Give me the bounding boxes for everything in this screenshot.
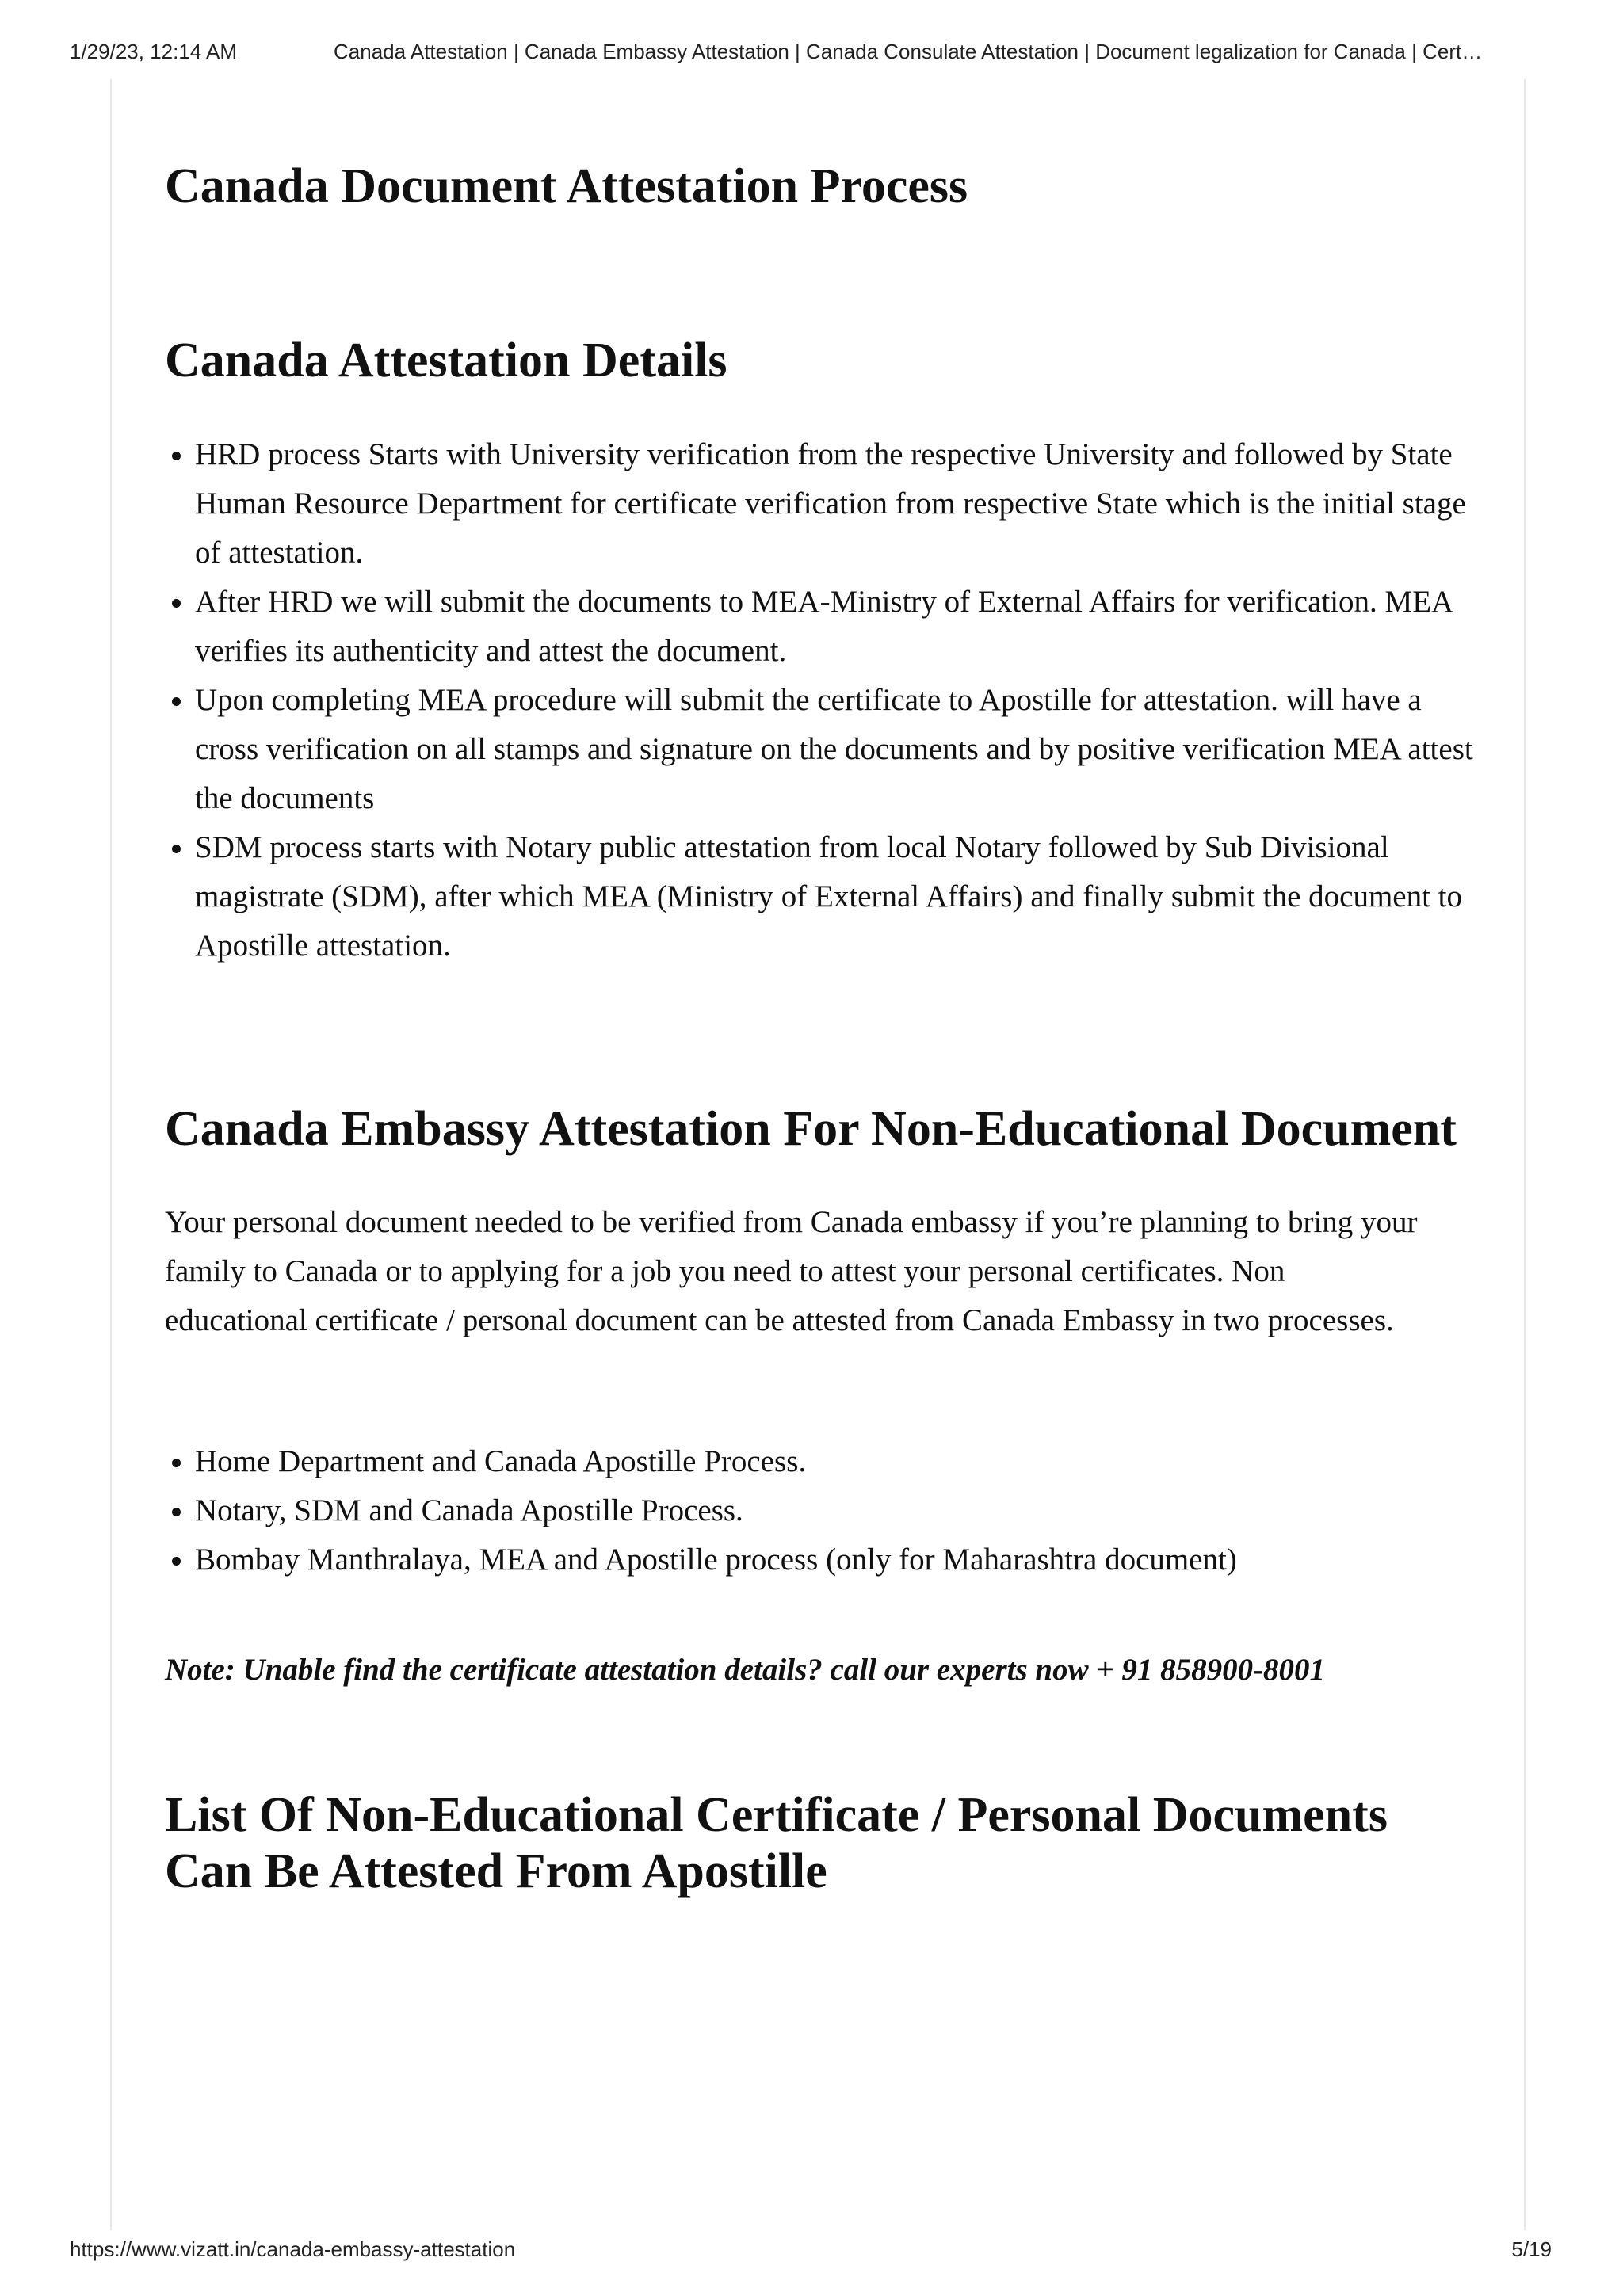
list-item: • Home Department and Canada Apostille Process. bbox=[195, 1437, 1479, 1486]
print-header bbox=[70, 40, 1553, 71]
list-item: • After HRD we will submit the documents to MEA-Ministry of External Affairs for verification. MEA verifies its authenticity and attest the document. bbox=[195, 578, 1479, 676]
page-number: 5/19 bbox=[1511, 2237, 1552, 2261]
list-item: • Notary, SDM and Canada Apostille Process. bbox=[195, 1486, 1479, 1535]
attestation-details-heading: Canada Attestation Details bbox=[165, 334, 727, 387]
print-date: 1/29/23, 12:14 AM bbox=[70, 40, 238, 63]
content-frame bbox=[110, 79, 1526, 2230]
page-heading: Canada Document Attestation Process bbox=[165, 159, 968, 213]
document-list-heading: List Of Non-Educational Certificate / Personal Documents Can Be Attested From Apostille bbox=[165, 1788, 1388, 1899]
list-item: • SDM process starts with Notary public attestation from local Notary followed by Sub Divisional magistrate (SDM), after which MEA (Ministry of External Affairs) and finally submit the document to Apostille attestation. bbox=[195, 823, 1479, 971]
attestation-details-list bbox=[165, 430, 1479, 971]
print-url: https://www.vizatt.in/canada-embassy-attestation bbox=[70, 2237, 516, 2261]
non-educational-process-list bbox=[165, 1437, 1479, 1585]
expert-contact-note: Note: Unable find the certificate attestation details? call our experts now + 91 858900-8001 bbox=[165, 1653, 1326, 1687]
non-educational-paragraph: Your personal document needed to be verified from Canada embassy if you’re planning to bring your family to Canada or to applying for a job you need to attest your personal certificates. Non educational certificate / personal document can be attested from Canada Embassy in two processes. bbox=[165, 1205, 1418, 1337]
list-item: • Upon completing MEA procedure will submit the certificate to Apostille for attestation. will have a cross verification on all stamps and signature on the documents and by positive verification MEA attest the documents bbox=[195, 676, 1479, 823]
non-educational-heading: Canada Embassy Attestation For Non-Educational Document bbox=[165, 1102, 1457, 1156]
list-item: • Bombay Manthralaya, MEA and Apostille process (only for Maharashtra document) bbox=[195, 1535, 1479, 1585]
list-item: • HRD process Starts with University verification from the respective University and followed by State Human Resource Department for certificate verification from respective State which is the initial stage of attestation. bbox=[195, 430, 1479, 578]
print-footer bbox=[70, 2237, 1553, 2269]
print-page-title: Canada Attestation | Canada Embassy Attestation | Canada Consulate Attestation | Document legalization for Canada | Cert… bbox=[334, 40, 1483, 63]
